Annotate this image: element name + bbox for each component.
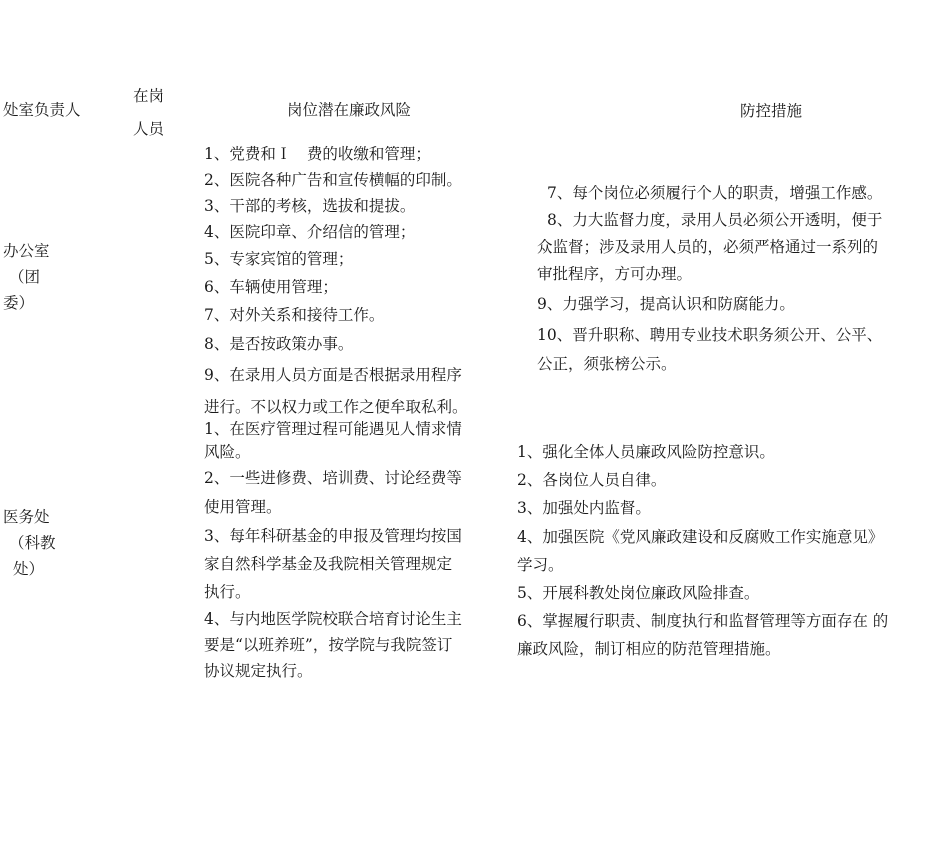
header-staff-line1: 在岗 [133,87,165,105]
dept-line: 委） [3,294,35,312]
risk-item: 4、医院印章、介绍信的管理； [204,223,416,241]
risk-item: 5、专家宾馆的管理； [204,250,354,268]
measure-item: 3、加强处内监督。 [517,499,651,517]
risk-item: 协议规定执行。 [204,662,313,680]
dept-line: 处） [13,560,45,578]
measure-item: 廉政风险，制订相应的防范管理措施。 [517,640,781,658]
risk-item: 使用管理。 [204,498,282,516]
measure-item: 审批程序，方可办理。 [537,265,693,283]
measure-item: 7、每个岗位必须履行个人的职责，增强工作感。 [547,184,883,202]
header-person-in-charge: 处室负责人 [3,101,81,119]
measure-item: 9、力强学习，提高认识和防腐能力。 [537,295,795,313]
risk-item: 进行。不以权力或工作之便牟取私利。 [204,398,468,416]
risk-item: 要是“以班养班”，按学院与我院签订 [204,636,453,654]
dept-line: 办公室 [3,242,50,260]
dept-line: （科教 [9,534,56,552]
risk-item: 7、对外关系和接待工作。 [204,306,385,324]
measure-item: 4、加强医院《党风廉政建设和反腐败工作实施意见》 [517,528,884,546]
measure-item: 众监督；涉及录用人员的，必须严格通过一系列的 [537,238,879,256]
risk-item: 2、一些进修费、培训费、讨论经费等 [204,469,462,487]
risk-item: 6、车辆使用管理； [204,278,338,296]
measure-item: 5、开展科教处岗位廉政风险排查。 [517,584,760,602]
risk-item: 2、医院各种广告和宣传横幅的印制。 [204,171,462,189]
dept-line: 医务处 [3,508,50,526]
risk-item: 3、每年科研基金的申报及管理均按国 [204,527,462,545]
risk-item: 风险。 [204,443,251,461]
dept-office [3,238,50,316]
risk-item: 1、党费和Ｉ 费的收缴和管理； [204,145,431,163]
dept-medical [3,504,56,582]
measure-item: 6、掌握履行职责、制度执行和监督管理等方面存在 的 [517,612,889,630]
measure-list-office [537,180,882,378]
measure-item: 8、力大监督力度，录用人员必须公开透明，便于 [547,211,883,229]
measure-list-medical [517,438,888,663]
risk-item: 3、干部的考核，选拔和提拔。 [204,197,416,215]
risk-item: 8、是否按政策办事。 [204,335,354,353]
measure-item: 学习。 [517,556,564,574]
risk-item: 家自然科学基金及我院相关管理规定 [204,555,453,573]
risk-list-medical [204,418,462,684]
risk-item: 1、在医疗管理过程可能遇见人情求情 [204,420,462,438]
header-measures: 防控措施 [740,102,803,120]
header-staff-line2: 人员 [133,120,165,138]
risk-item: 9、在录用人员方面是否根据录用程序 [204,366,462,384]
measure-item: 1、强化全体人员廉政风险防控意识。 [517,443,775,461]
risk-list-office [204,141,468,423]
dept-line: （团 [9,268,41,286]
measure-item: 2、各岗位人员自律。 [517,471,667,489]
risk-item: 执行。 [204,583,251,601]
risk-item: 4、与内地医学院校联合培育讨论生主 [204,610,462,628]
header-risk: 岗位潜在廉政风险 [287,101,412,119]
measure-item: 公正，须张榜公示。 [537,355,677,373]
measure-item: 10、晋升职称、聘用专业技术职务须公开、公平、 [537,326,883,344]
